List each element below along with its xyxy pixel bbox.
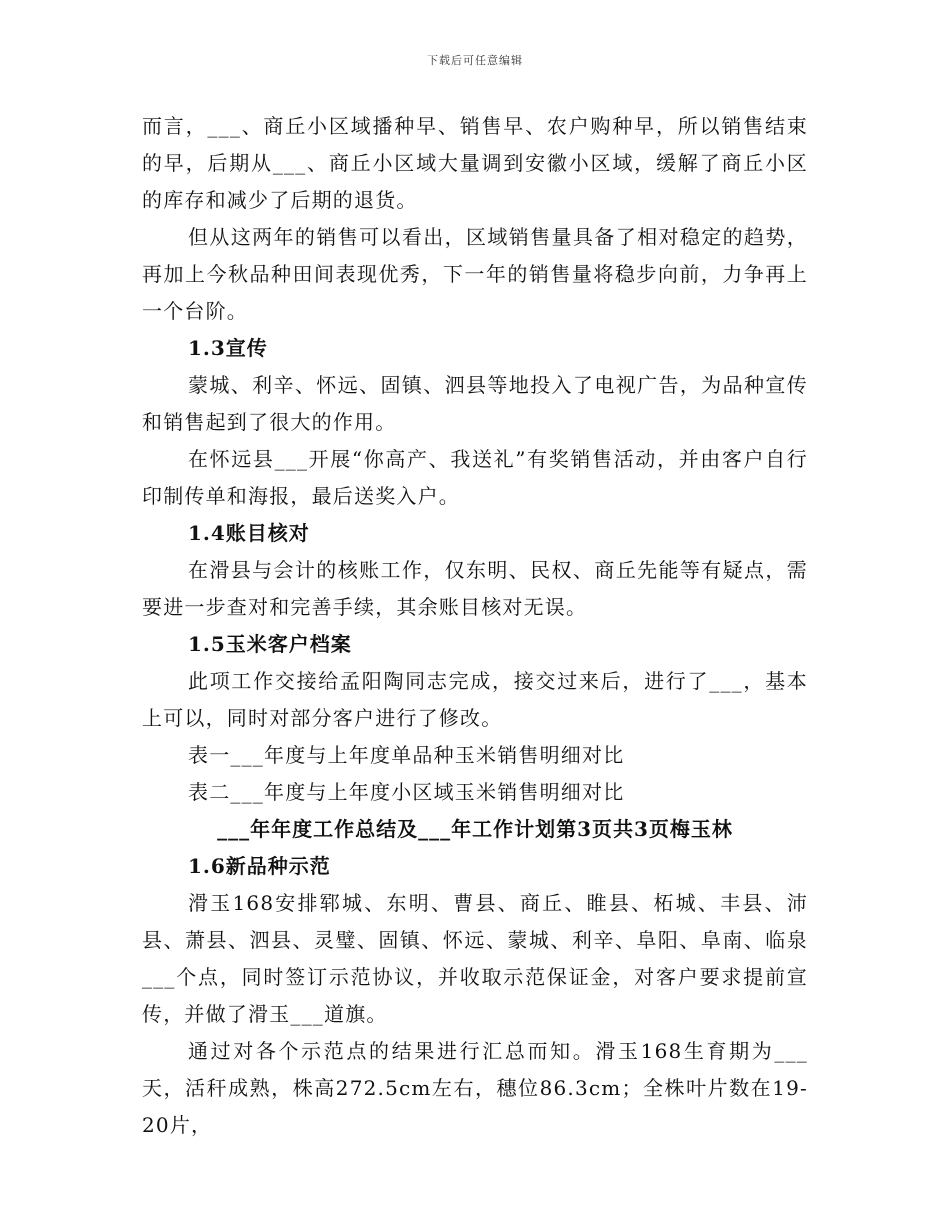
section-heading-new-variety: 1.6新品种示范	[188, 854, 331, 878]
paragraph-table-one: 表一___年度与上年度单品种玉米销售明细对比	[188, 743, 625, 767]
paragraph-table-two: 表二___年度与上年度小区域玉米销售明细对比	[188, 780, 625, 804]
section-heading-customer-files: 1.5玉米客户档案	[188, 632, 352, 656]
page-footer-title: ___年年度工作总结及___年工作计划第3页共3页梅玉林	[217, 817, 733, 841]
page-header: 下载后可任意编辑	[427, 54, 523, 67]
document-body	[142, 108, 808, 1144]
paragraph-demo-results: 通过对各个示范点的结果进行汇总而知。滑玉168生育期为___天，活秆成熟，株高272.5cm左右，穗位86.3cm；全株叶片数在19-20片，	[142, 1039, 808, 1137]
section-heading-publicity: 1.3宣传	[188, 336, 268, 360]
paragraph-sales-trend: 但从这两年的销售可以看出，区域销售量具备了相对稳定的趋势，再加上今秋品种田间表现优秀，下一年的销售量将稳步向前，力争再上一个台阶。	[142, 225, 808, 323]
section-heading-accounts: 1.4账目核对	[188, 521, 310, 545]
paragraph-account-check: 在滑县与会计的核账工作，仅东明、民权、商丘先能等有疑点，需要进一步查对和完善手续，其余账目核对无误。	[142, 558, 808, 619]
paragraph-tv-ads: 蒙城、利辛、怀远、固镇、泗县等地投入了电视广告，为品种宣传和销售起到了很大的作用。	[142, 373, 808, 434]
paragraph-customer-files: 此项工作交接给孟阳陶同志完成，接交过来后，进行了___，基本上可以，同时对部分客户进行了修改。	[142, 669, 808, 730]
paragraph-promotion-activity: 在怀远县___开展“你高产、我送礼”有奖销售活动，并由客户自行印制传单和海报，最后送奖入户。	[142, 447, 808, 508]
paragraph-sales-intro: 而言，___、商丘小区域播种早、销售早、农户购种早，所以销售结束的早，后期从___、商丘小区域大量调到安徽小区域，缓解了商丘小区的库存和减少了后期的退货。	[142, 114, 808, 212]
paragraph-demo-sites: 滑玉168安排郓城、东明、曹县、商丘、睢县、柘城、丰县、沛县、萧县、泗县、灵璧、固镇、怀远、蒙城、利辛、阜阳、阜南、临泉___个点，同时签订示范协议，并收取示范保证金，对客户要求提前宣传，并做了滑玉___道旗。	[142, 891, 808, 1026]
